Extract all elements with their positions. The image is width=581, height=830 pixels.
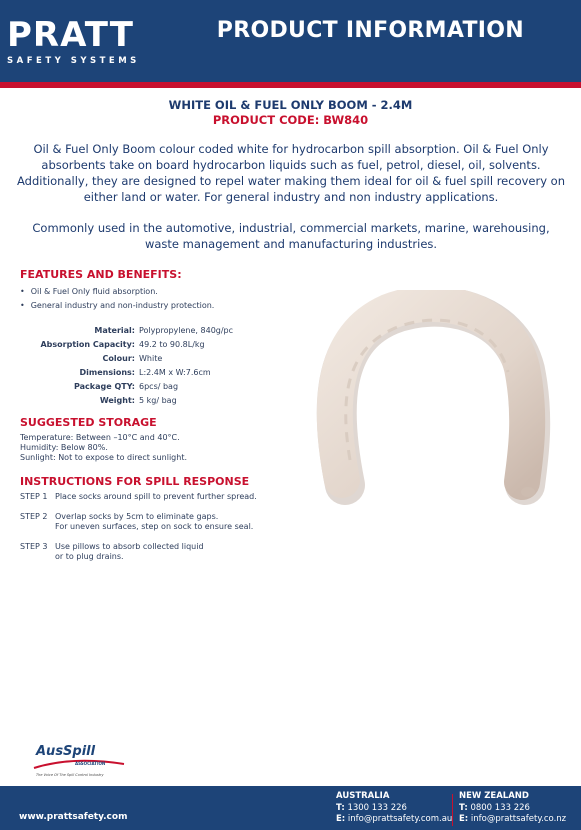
step-text: For uneven surfaces, step on sock to ensure seal. (55, 522, 254, 531)
boom-body (335, 304, 527, 482)
logo-wordmark: PRATT (7, 15, 134, 55)
spec-value: 5 kg/ bag (139, 396, 177, 405)
spec-row-colour (20, 352, 233, 366)
country-label: NEW ZEALAND (459, 791, 529, 801)
email-label: E: (336, 814, 346, 824)
list-item: • General industry and non-industry protection. (20, 301, 214, 310)
features-list (20, 287, 214, 315)
spec-row-material (20, 324, 233, 338)
phone-number: 0800 133 226 (470, 802, 530, 813)
spec-row-absorption (20, 338, 233, 352)
spec-label: Colour: (102, 354, 135, 363)
product-code: PRODUCT CODE: BW840 (212, 113, 369, 127)
footer-contact-nz (459, 791, 566, 826)
footer-banner (0, 786, 581, 830)
response-heading: INSTRUCTIONS FOR SPILL RESPONSE (20, 475, 250, 488)
tel-label: T: (459, 802, 468, 813)
step-2 (20, 512, 257, 532)
website-link[interactable]: www.prattsafety.com (19, 812, 128, 822)
header-banner (0, 0, 581, 84)
phone-number: 1300 133 226 (347, 802, 407, 813)
step-text: Use pillows to absorb collected liquid (55, 542, 204, 551)
email-label: E: (459, 814, 469, 824)
product-description: Oil & Fuel Only Boom colour coded white for hydrocarbon spill absorption. Oil & Fuel Only absorbents take on board hydrocarbon liquids such as fuel, petrol, diesel, oil, solvents. Additionally, they are designed to repel water making them ideal for oil & fuel spill recovery on either land or water. For general industry and non industry applications. (16, 142, 566, 204)
ausspill-logo (32, 742, 127, 782)
step-text: Place socks around spill to prevent further spread. (55, 492, 257, 501)
spec-value: Polypropylene, 840g/pc (139, 326, 234, 335)
spec-table (20, 324, 233, 408)
boom-product-image (310, 290, 560, 510)
response-steps (20, 492, 257, 572)
spec-row-weight (20, 394, 233, 408)
features-heading: FEATURES AND BENEFITS: (20, 268, 182, 281)
country-label: AUSTRALIA (336, 791, 390, 801)
step-3 (20, 542, 257, 562)
storage-sunlight: Sunlight: Not to expose to direct sunlight. (20, 453, 188, 462)
spec-label: Material: (94, 326, 135, 335)
ausspill-sub: ASSOCIATION (75, 761, 106, 766)
list-item: • Oil & Fuel Only fluid absorption. (20, 287, 214, 296)
ausspill-tagline: The Voice Of The Spill Control Industry (36, 773, 104, 777)
email-line (459, 814, 566, 826)
step-1 (20, 492, 257, 502)
spec-row-dimensions (20, 366, 233, 380)
step-label: STEP 2 (20, 512, 48, 521)
storage-humidity: Humidity: Below 80%. (20, 443, 108, 452)
phone-line (336, 803, 452, 815)
ausspill-wordmark: AusSpill (36, 744, 96, 759)
footer-contact-au (336, 791, 452, 826)
email-line (336, 814, 452, 826)
spec-value: L:2.4M x W:7.6cm (139, 368, 211, 377)
storage-temperature: Temperature: Between –10°C and 40°C. (20, 433, 180, 442)
phone-line (459, 803, 566, 815)
pratt-logo (7, 15, 177, 66)
tel-label: T: (336, 802, 345, 813)
spec-label: Absorption Capacity: (40, 340, 135, 349)
spec-value: White (139, 354, 163, 363)
storage-heading: SUGGESTED STORAGE (20, 416, 157, 429)
spec-label: Weight: (99, 396, 135, 405)
page-title: PRODUCT INFORMATION (216, 18, 524, 43)
spec-label: Package QTY: (74, 382, 135, 391)
header-divider (0, 82, 581, 88)
boom-end-tie (521, 487, 535, 497)
logo-tagline: SAFETY SYSTEMS (7, 56, 140, 66)
spec-value: 6pcs/ bag (139, 382, 179, 391)
step-text: Overlap socks by 5cm to eliminate gaps. (55, 512, 219, 521)
step-label: STEP 3 (20, 542, 48, 551)
footer-divider (452, 794, 453, 826)
email-link[interactable]: info@prattsafety.com.au (347, 814, 453, 824)
product-uses: Commonly used in the automotive, industrial, commercial markets, marine, warehousing, waste management and manufacturing industries. (32, 221, 550, 251)
spec-value: 49.2 to 90.8L/kg (139, 340, 205, 349)
storage-text (20, 433, 187, 463)
step-text: or to plug drains. (55, 552, 124, 561)
spec-row-package (20, 380, 233, 394)
spec-label: Dimensions: (79, 368, 135, 377)
step-label: STEP 1 (20, 492, 48, 501)
product-name: WHITE OIL & FUEL ONLY BOOM - 2.4M (168, 98, 413, 112)
email-link[interactable]: info@prattsafety.co.nz (470, 814, 567, 824)
